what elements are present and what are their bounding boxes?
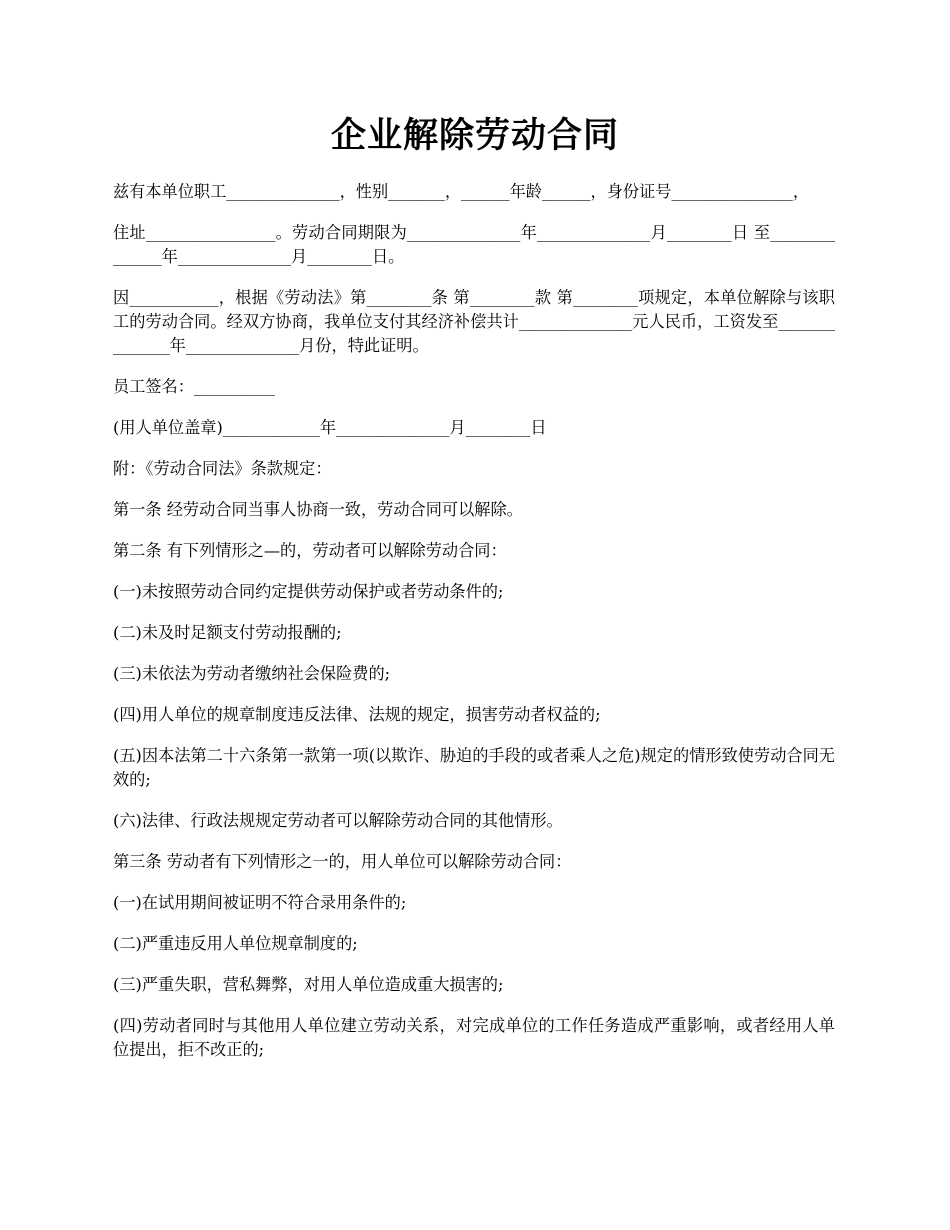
article-2-item-5: (五)因本法第二十六条第一款第一项(以欺诈、胁迫的手段的或者乘人之危)规定的情形致使劳动合同无效的;	[113, 746, 835, 789]
article-2-item-4: (四)用人单位的规章制度违反法律、法规的规定，损害劳动者权益的;	[113, 705, 601, 724]
appendix-heading: 附：《劳动合同法》条款规定：	[113, 459, 332, 478]
article-2-item-1: (一)未按照劳动合同约定提供劳动保护或者劳动条件的;	[113, 582, 504, 601]
article-3-item-3: (三)严重失职，营私舞弊，对用人单位造成重大损害的;	[113, 975, 504, 994]
article-3-item-2: (二)严重违反用人单位规章制度的;	[113, 934, 358, 953]
article-1: 第一条 经劳动合同当事人协商一致，劳动合同可以解除。	[113, 500, 523, 519]
article-2-item-2: (二)未及时足额支付劳动报酬的;	[113, 623, 342, 642]
article-2-item-3: (三)未依法为劳动者缴纳社会保险费的;	[113, 664, 391, 683]
article-2-item-6: (六)法律、行政法规规定劳动者可以解除劳动合同的其他情形。	[113, 811, 563, 830]
termination-reason-paragraph: 因___________，根据《劳动法》第________条 第________款 第________项规定，本单位解除与该职工的劳动合同。经双方协商，我单位支付其经济补偿共计______________元人民币，工资发至______________年______________月份，特此证明。	[113, 288, 835, 355]
employee-signature-line: 员工签名：__________	[113, 377, 275, 396]
article-2: 第二条 有下列情形之—的，劳动者可以解除劳动合同：	[113, 541, 507, 560]
document-body	[113, 180, 835, 1079]
employee-info-paragraph: 兹有本单位职工______________，性别_______，______年龄______，身份证号_______________，	[113, 182, 810, 201]
article-3-item-1: (一)在试用期间被证明不符合录用条件的;	[113, 893, 407, 912]
article-3-item-4: (四)劳动者同时与其他用人单位建立劳动关系，对完成单位的工作任务造成严重影响，或者经用人单位提出，拒不改正的;	[113, 1016, 835, 1059]
document-title: 企业解除劳动合同	[330, 115, 619, 156]
employer-seal-line: (用人单位盖章)____________年______________月________日	[113, 418, 547, 437]
article-3: 第三条 劳动者有下列情形之一的，用人单位可以解除劳动合同：	[113, 852, 572, 871]
address-contract-term-paragraph: 住址________________。劳动合同期限为______________年______________月________日 至______________年______________月________日。	[113, 223, 835, 266]
